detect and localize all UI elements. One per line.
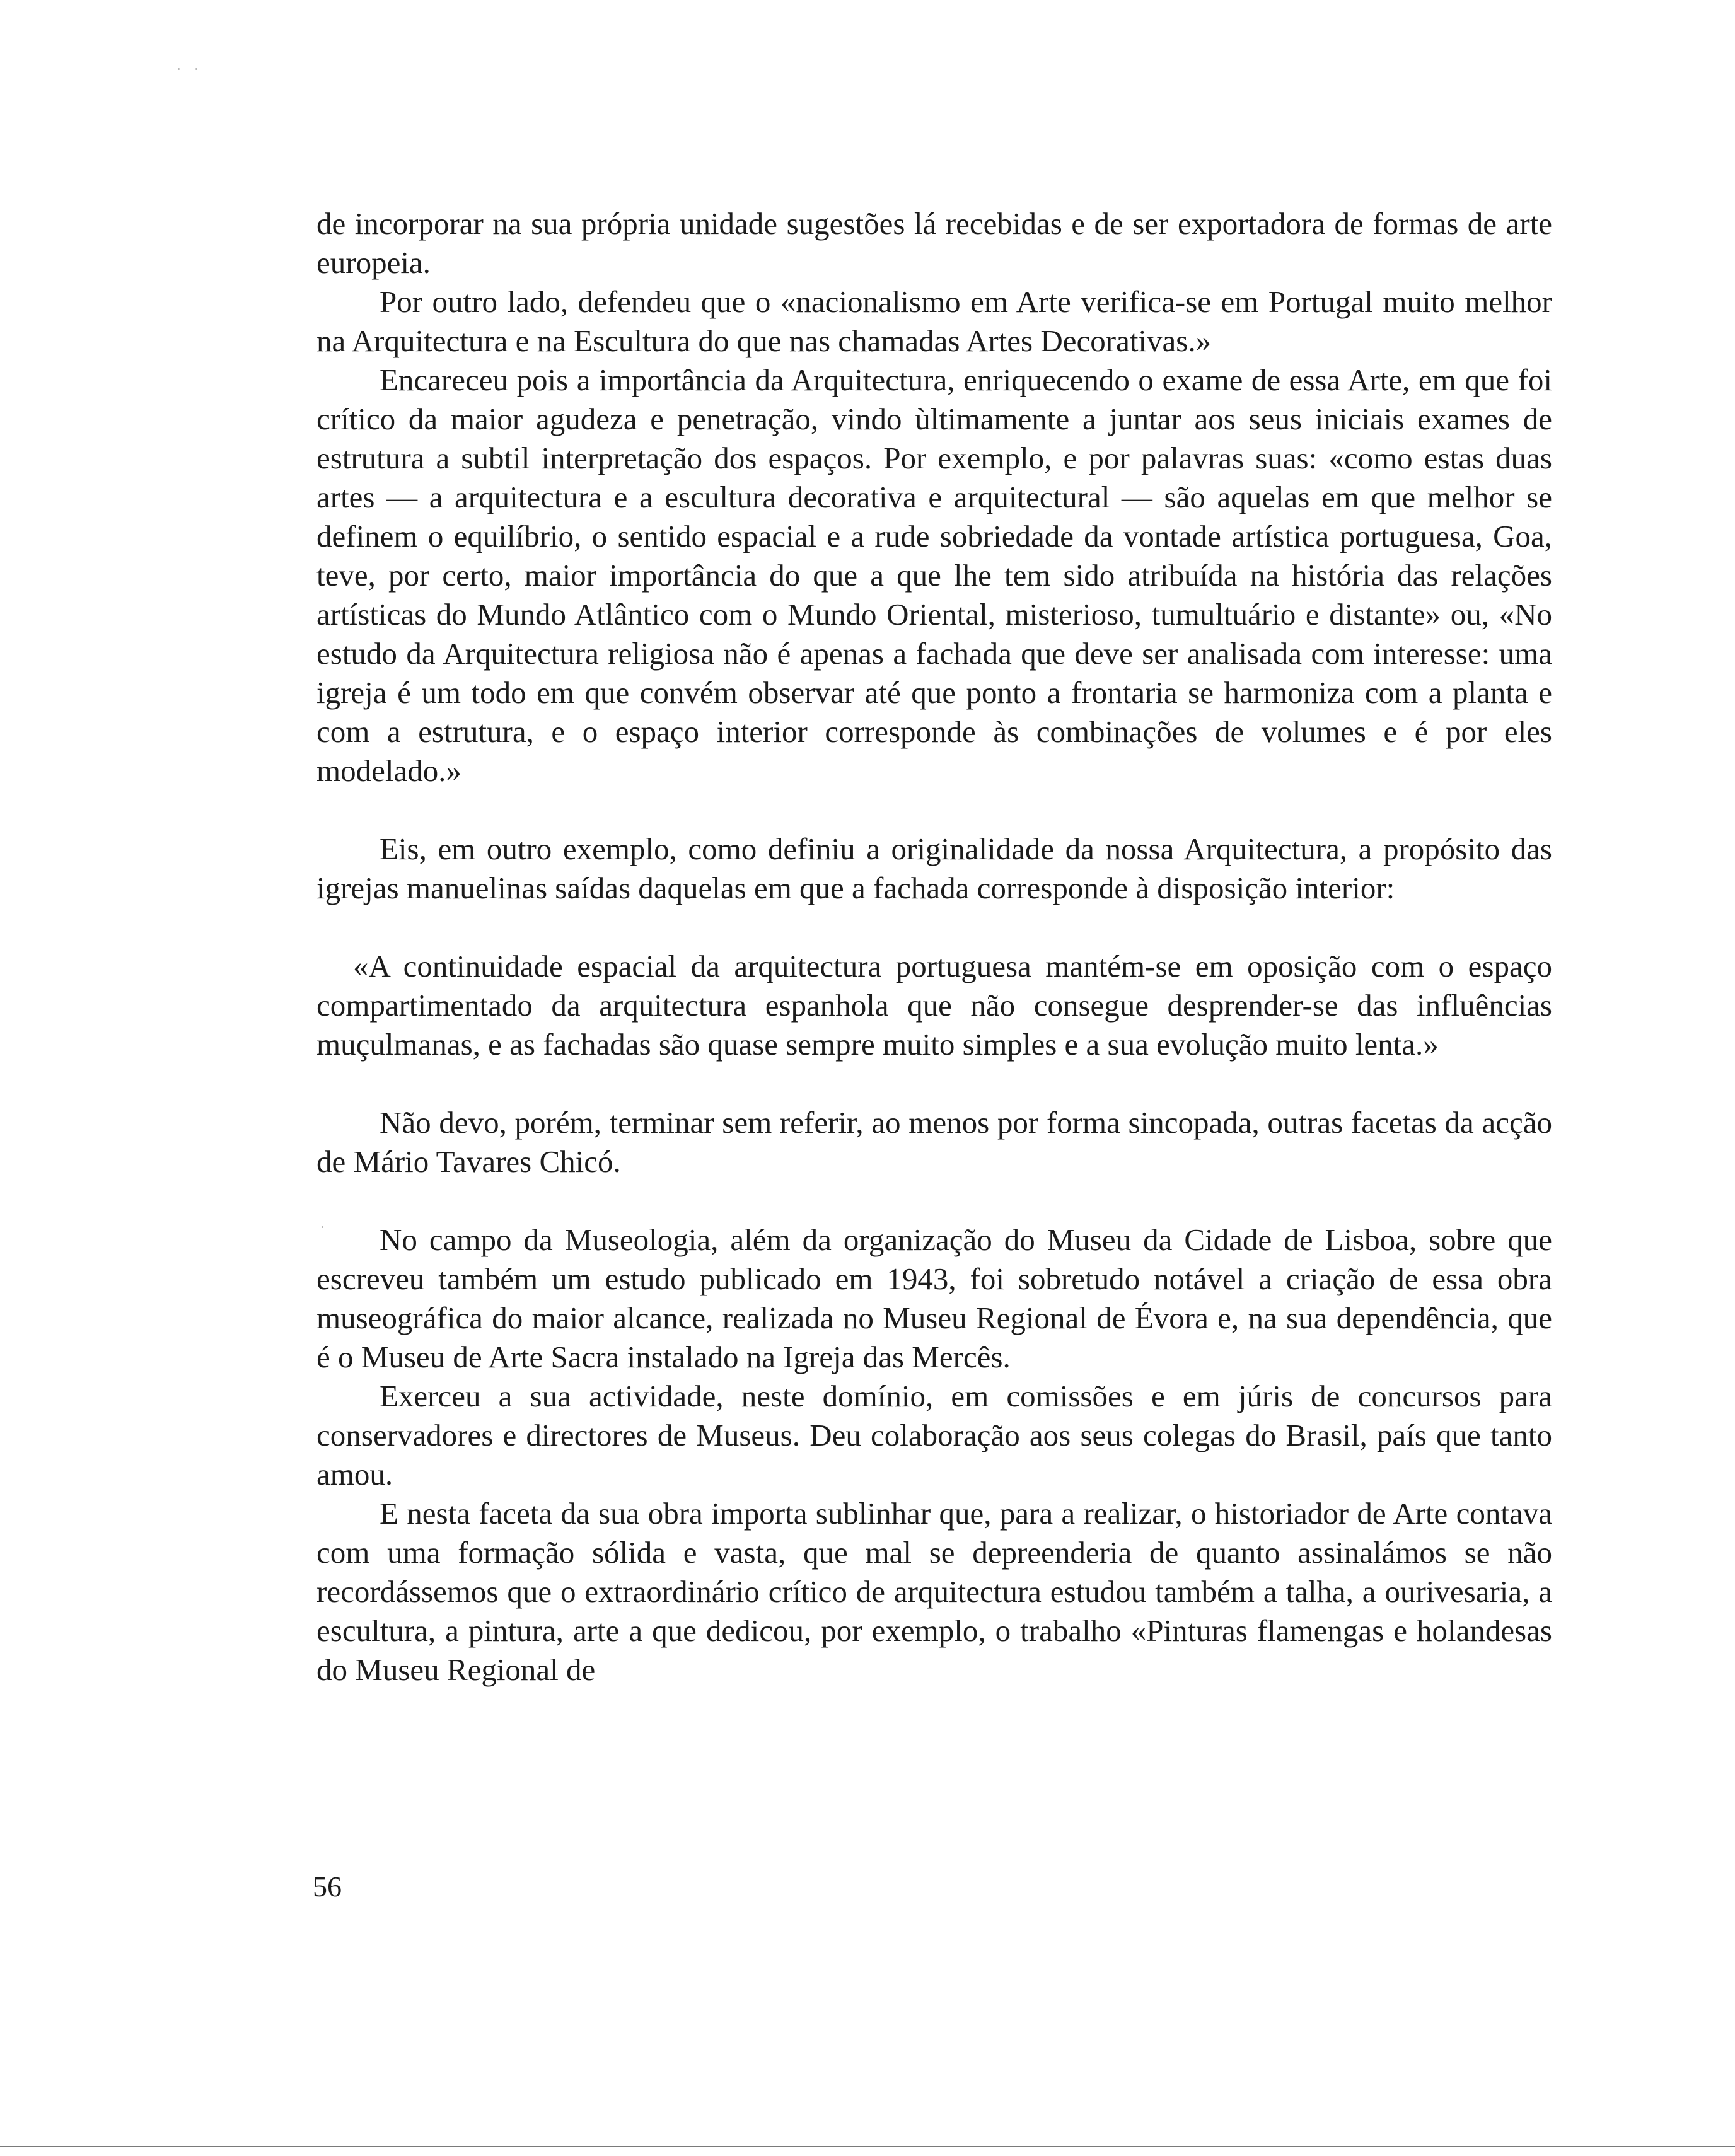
page-number: 56 [313, 1870, 342, 1903]
paragraph-spacer [316, 791, 1552, 830]
paragraph-museology: No campo da Museologia, além da organização do Museu da Cidade de Lisboa, sobre que escreveu também um estudo publicado em 1943, foi sobretudo notável a criação de essa obra museográfica do maior alcance, realizada no Museu Regional de Évora e, na sua dependência, que é o Museu de Arte Sacra instalado na Igreja das Mercês. [316, 1222, 1552, 1374]
paragraph-other-facets: Não devo, porém, terminar sem referir, ao menos por forma sincopada, outras facetas da acção de Mário Tavares Chicó. [316, 1105, 1552, 1179]
body-text [316, 204, 1552, 1689]
paragraph-activity: Exerceu a sua actividade, neste domínio, em comissões e em júris de concursos para conservadores e directores de Museus. Deu colaboração aos seus colegas do Brasil, país que tanto amou. [316, 1379, 1552, 1492]
paragraph-spacer [316, 1064, 1552, 1103]
paragraph-spacer [316, 1181, 1552, 1220]
scan-edge-line [0, 2146, 1735, 2147]
paragraph-example-intro: Eis, em outro exemplo, como definiu a originalidade da nossa Arquitectura, a propósito das igrejas manuelinas saídas daquelas em que a fachada corresponde à disposição interior: [316, 832, 1552, 905]
scan-speck [195, 68, 197, 70]
paragraph-continuation: de incorporar na sua própria unidade sugestões lá recebidas e de ser exportadora de formas de arte europeia. [316, 206, 1552, 280]
paragraph-spacer [316, 908, 1552, 947]
paragraph-architecture: Encareceu pois a importância da Arquitectura, enriquecendo o exame de essa Arte, em que foi crítico da maior agudeza e penetração, vindo ùltimamente a juntar aos seus iniciais exames de estrutura a subtil interpretação dos espaços. Por exemplo, e por palavras suas: «como estas duas artes — a arquitectura e a escultura decorativa e arquitectural — são aquelas em que melhor se definem o equilíbrio, o sentido espacial e a rude sobriedade da vontade artística portuguesa, Goa, teve, por certo, maior importância do que a que lhe tem sido atribuída na história das relações artísticas do Mundo Atlântico com o Mundo Oriental, misterioso, tumultuário e distante» ou, «No estudo da Arquitectura religiosa não é apenas a fachada que deve ser analisada com interesse: uma igreja é um todo em que convém observar até que ponto a frontaria se harmoniza com a planta e com a estrutura, e o espaço interior corresponde às combinações de volumes e é por eles modelado.» [316, 362, 1552, 788]
block-quote: «A continuidade espacial da arquitectura portuguesa mantém-se em oposição com o espaço compartimentado da arquitectura espanhola que não consegue desprender-se das influências muçulmanas, e as fachadas são quase sempre muito simples e a sua evolução muito lenta.» [316, 949, 1552, 1062]
paragraph-formation: E nesta faceta da sua obra importa sublinhar que, para a realizar, o historiador de Arte contava com uma formação sólida e vasta, que mal se depreenderia de quanto assinalámos se não recordássemos que o extraordinário crítico de arquitectura estudou também a talha, a ourivesaria, a escultura, a pintura, arte a que dedicou, por exemplo, o trabalho «Pinturas flamengas e holandesas do Museu Regional de [316, 1496, 1552, 1687]
paragraph-nationalism: Por outro lado, defendeu que o «nacionalismo em Arte verifica-se em Portugal muito melhor na Arquitectura e na Escultura do que nas chamadas Artes Decorativas.» [316, 284, 1552, 358]
scan-speck [178, 68, 180, 70]
